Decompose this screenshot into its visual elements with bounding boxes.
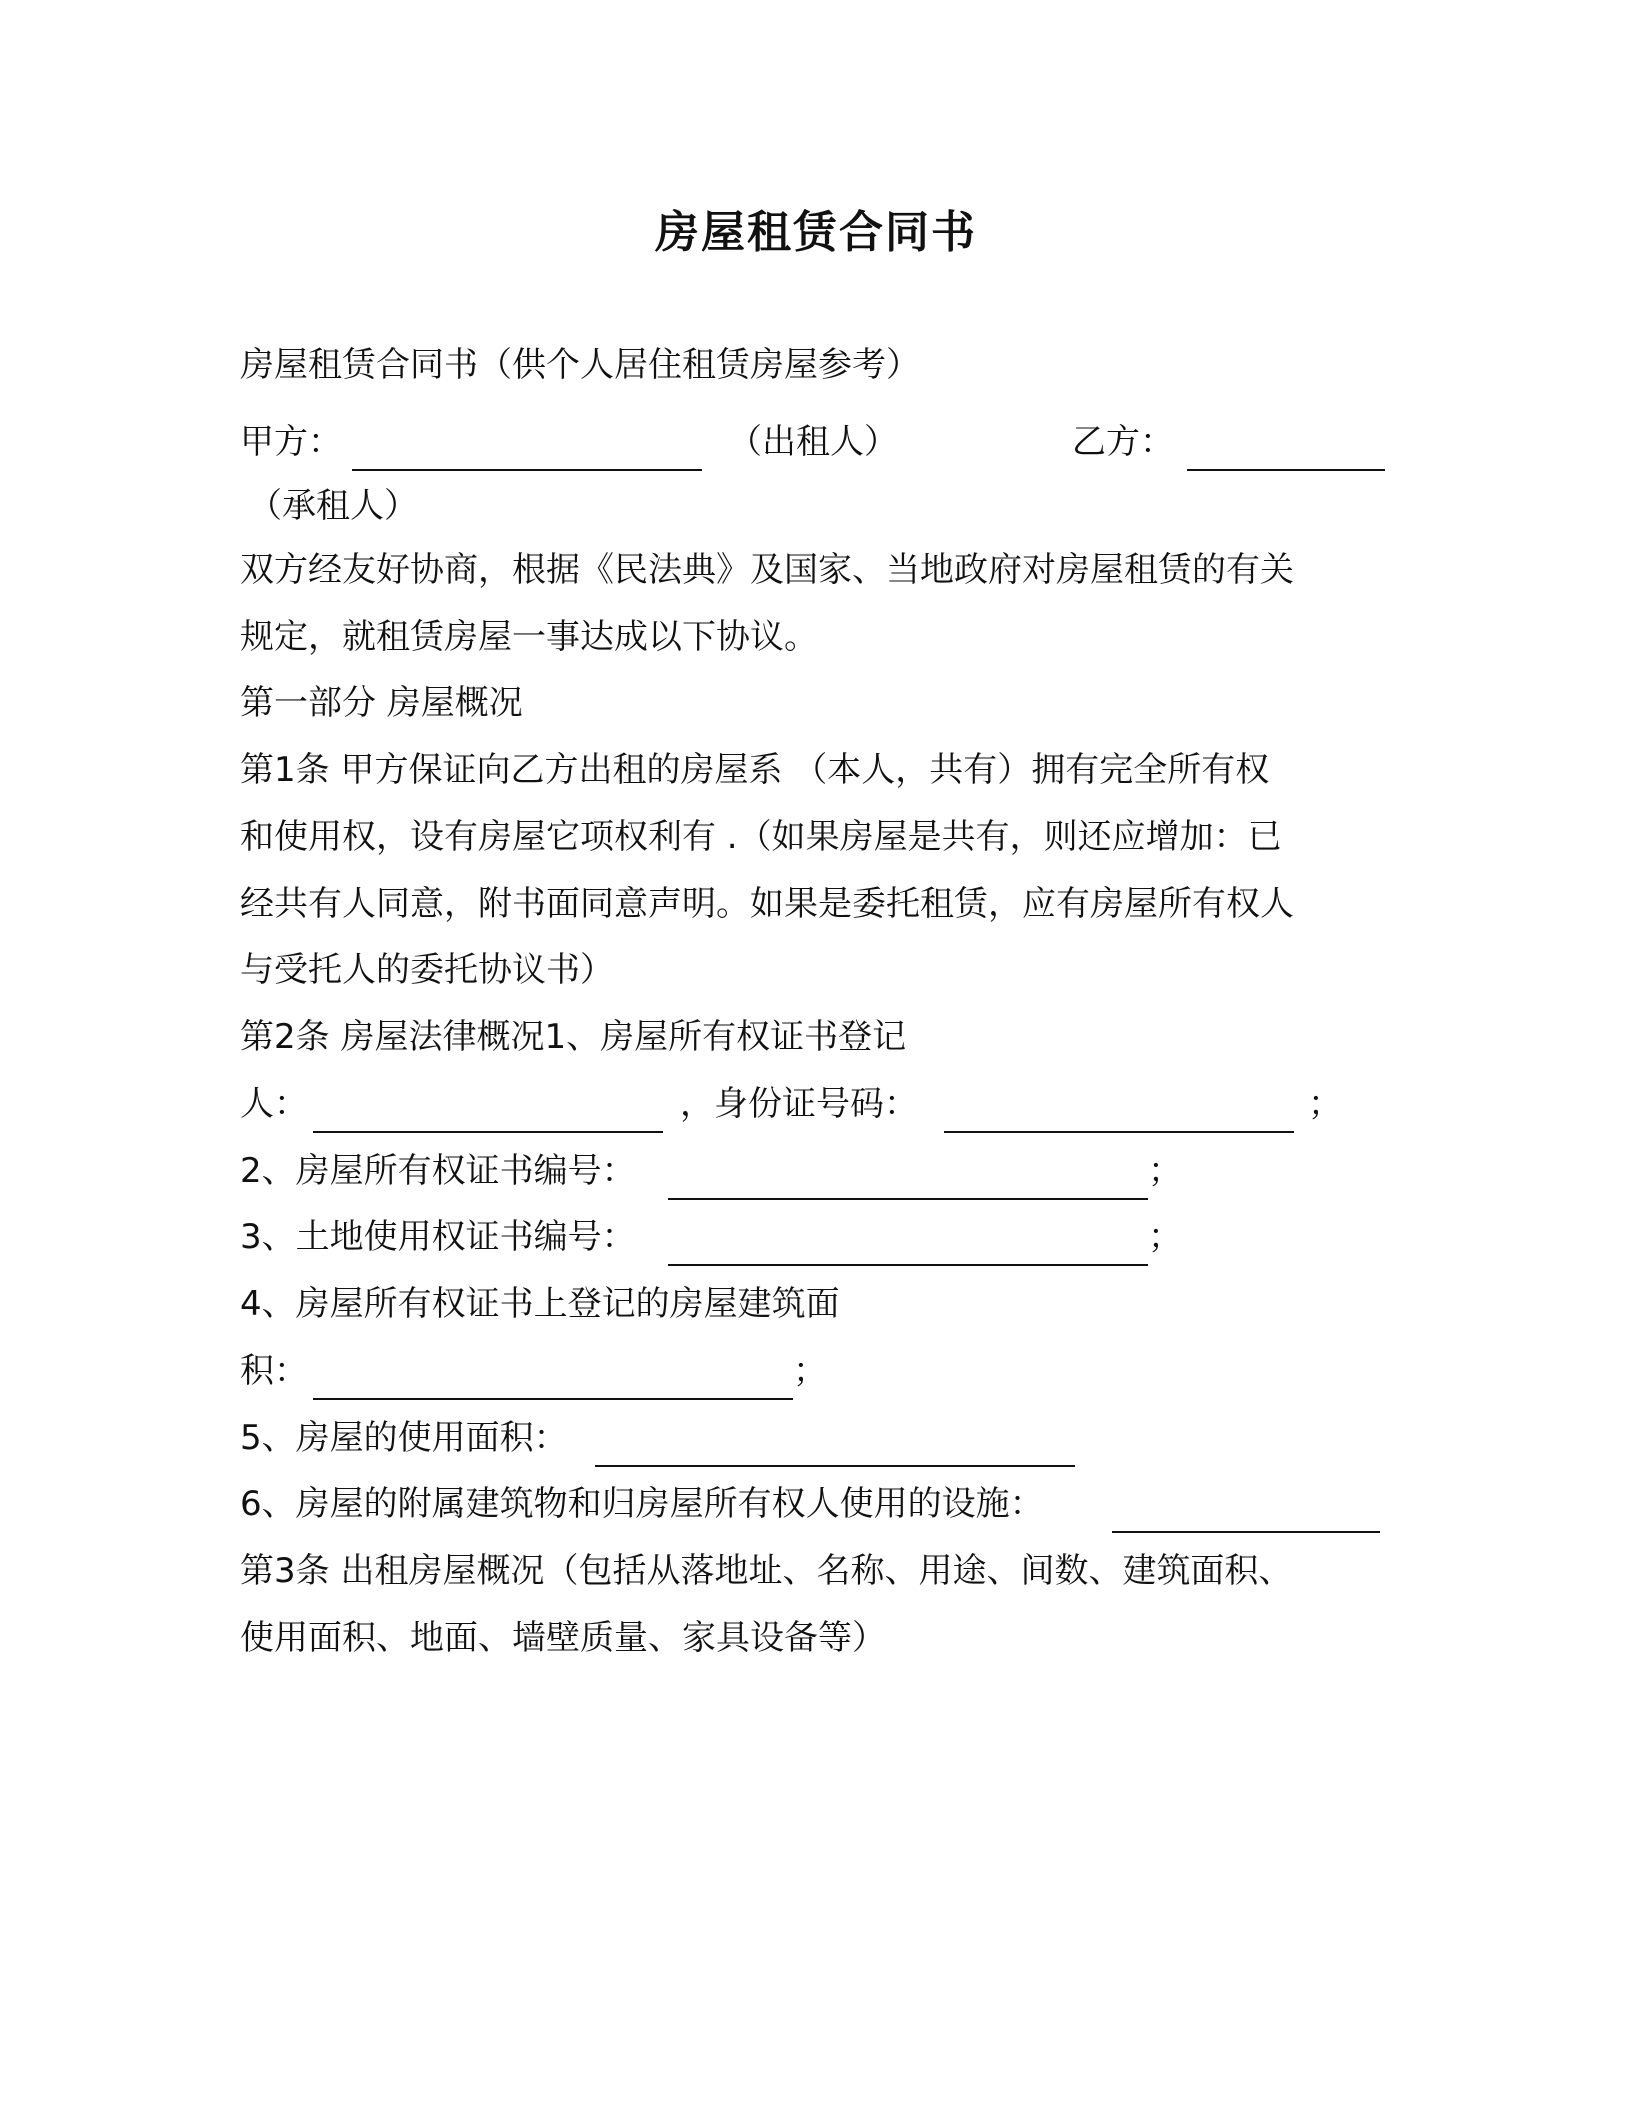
id-semicolon: ；	[1308, 1084, 1342, 1124]
part1-heading: 第一部分 房屋概况	[240, 683, 523, 723]
item3-semicolon: ；	[1148, 1217, 1182, 1257]
item2-label: 2、房屋所有权证书编号：	[240, 1151, 636, 1191]
item6-blank[interactable]	[1112, 1531, 1380, 1533]
item4-line-1: 4、房屋所有权证书上登记的房屋建筑面	[240, 1284, 840, 1324]
item2-blank[interactable]	[668, 1198, 1148, 1200]
item4-semicolon: ；	[793, 1351, 827, 1391]
article1-line-2: 和使用权，设有房屋它项权利有 .（如果房屋是共有，则还应增加：已	[240, 817, 1282, 857]
article3-line-1: 第3条 出租房屋概况（包括从落地址、名称、用途、间数、建筑面积、	[240, 1551, 1293, 1591]
registrant-blank[interactable]	[313, 1131, 663, 1133]
party-b-blank[interactable]	[1187, 469, 1385, 471]
party-a-label: 甲方：	[240, 422, 342, 462]
article1-line-3: 经共有人同意，附书面同意声明。如果是委托租赁，应有房屋所有权人	[240, 884, 1294, 924]
item5-blank[interactable]	[595, 1465, 1075, 1467]
party-b-label: 乙方：	[1072, 422, 1174, 462]
article1-line-1: 第1条 甲方保证向乙方出租的房屋系 （本人，共有）拥有完全所有权	[240, 750, 1270, 790]
document-title: 房屋租赁合同书	[655, 207, 977, 258]
intro-line-1: 双方经友好协商，根据《民法典》及国家、当地政府对房屋租赁的有关	[240, 550, 1294, 590]
article1-line-4: 与受托人的委托协议书）	[240, 950, 614, 990]
item5-label: 5、房屋的使用面积：	[240, 1418, 568, 1458]
party-a-blank[interactable]	[352, 469, 702, 471]
item3-label: 3、土地使用权证书编号：	[240, 1217, 636, 1257]
item2-semicolon: ；	[1148, 1151, 1182, 1191]
article2-heading: 第2条 房屋法律概况1、房屋所有权证书登记	[240, 1017, 907, 1057]
party-a-role: （出租人）	[728, 422, 898, 462]
item6-label: 6、房屋的附属建筑物和归房屋所有权人使用的设施：	[240, 1484, 1044, 1524]
intro-line-2: 规定，就租赁房屋一事达成以下协议。	[240, 617, 818, 657]
item4-blank[interactable]	[313, 1398, 793, 1400]
document-subtitle: 房屋租赁合同书（供个人居住租赁房屋参考）	[240, 345, 920, 385]
article3-line-2: 使用面积、地面、墙壁质量、家具设备等）	[240, 1618, 886, 1658]
item3-blank[interactable]	[668, 1264, 1148, 1266]
id-number-label: ，身份证号码：	[680, 1084, 918, 1124]
id-number-blank[interactable]	[944, 1131, 1294, 1133]
registrant-label: 人：	[240, 1084, 308, 1124]
item4-line-2: 积：	[240, 1351, 308, 1391]
party-b-role: （承租人）	[248, 486, 418, 526]
